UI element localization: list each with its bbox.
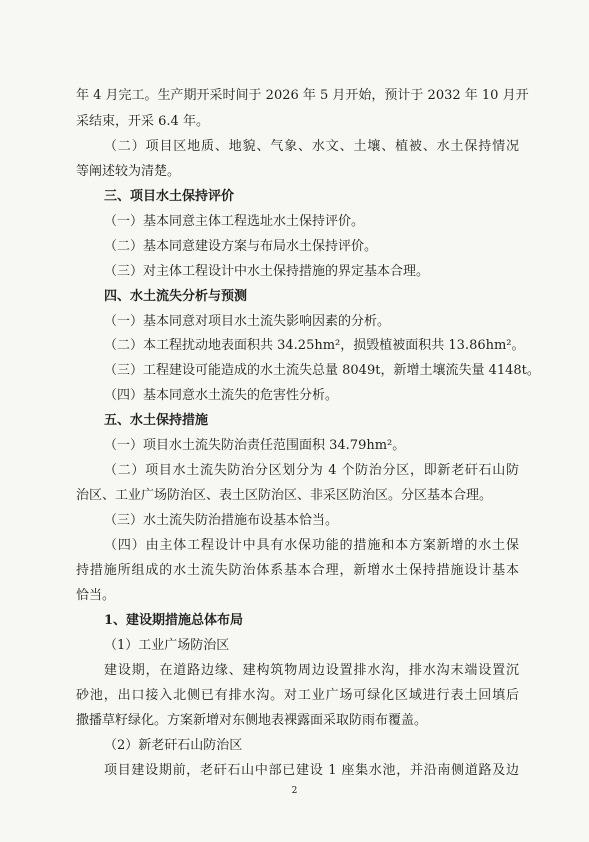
body-text-line: （二）项目区地质、地貌、气象、水文、土壤、植被、水土保持情况 [104, 139, 519, 154]
body-text-line: 建设期，在道路边缘、建构筑物周边设置排水沟，排水沟末端设置沉 [104, 663, 519, 678]
section-heading-3: 三、项目水土保持评价 [104, 189, 235, 204]
subsection-heading: 1、建设期措施总体布局 [104, 613, 244, 628]
item-heading: （2）新老矸石山防治区 [104, 738, 243, 753]
body-text-line: 采结束，开采 6.4 年。 [76, 114, 209, 129]
body-text-line: （三）对主体工程设计中水土保持措施的界定基本合理。 [104, 264, 430, 279]
body-text-line: （二）基本同意建设方案与布局水土保持评价。 [104, 239, 378, 254]
body-text-line: （三）工程建设可能造成的水土流失总量 8049t，新增土壤流失量 4148t。 [104, 363, 540, 378]
body-text-line: 恰当。 [76, 588, 116, 603]
body-text-line: （一）基本同意主体工程选址水土保持评价。 [104, 214, 365, 229]
body-text-line: 治区、工业广场防治区、表土区防治区、非采区防治区。分区基本合理。 [76, 488, 493, 503]
body-text-line: （四）由主体工程设计中具有水保功能的措施和本方案新增的水土保 [104, 538, 519, 553]
body-text-line: 撒播草籽绿化。方案新增对东侧地表裸露面采取防雨布覆盖。 [76, 713, 428, 728]
body-text-line: 项目建设期前，老矸石山中部已建设 1 座集水池，并沿南侧道路及边 [104, 763, 519, 778]
body-text-line: （一）基本同意对项目水土流失影响因素的分析。 [104, 314, 391, 329]
body-text-line: 年 4 月完工。生产期开采时间于 2026 年 5 月开始，预计于 2032 年 10 月开 [76, 88, 529, 103]
section-heading-4: 四、水土流失分析与预测 [104, 289, 248, 304]
page-number: 2 [291, 786, 298, 796]
item-heading: （1）工业广场防治区 [104, 638, 230, 653]
body-text-line: 等阐述较为清楚。 [76, 164, 181, 179]
body-text-line: （四）基本同意水土流失的危害性分析。 [104, 388, 339, 403]
body-text-line: （二）项目水土流失防治分区划分为 4 个防治分区，即新老矸石山防 [104, 463, 519, 478]
section-heading-5: 五、水土保持措施 [104, 413, 209, 428]
body-text-line: 持措施所组成的水土流失防治体系基本合理，新增水土保持措施设计基本 [76, 563, 519, 578]
body-text-line: 砂池，出口接入北侧已有排水沟。对工业广场可绿化区域进行表土回填后 [76, 688, 519, 703]
body-text-line: （二）本工程扰动地表面积共 34.25hm²，损毁植被面积共 13.86hm²。 [104, 338, 525, 353]
body-text-line: （三）水土流失防治措施布设基本恰当。 [104, 513, 339, 528]
body-text-line: （一）项目水土流失防治责任范围面积 34.79hm²。 [104, 438, 406, 453]
